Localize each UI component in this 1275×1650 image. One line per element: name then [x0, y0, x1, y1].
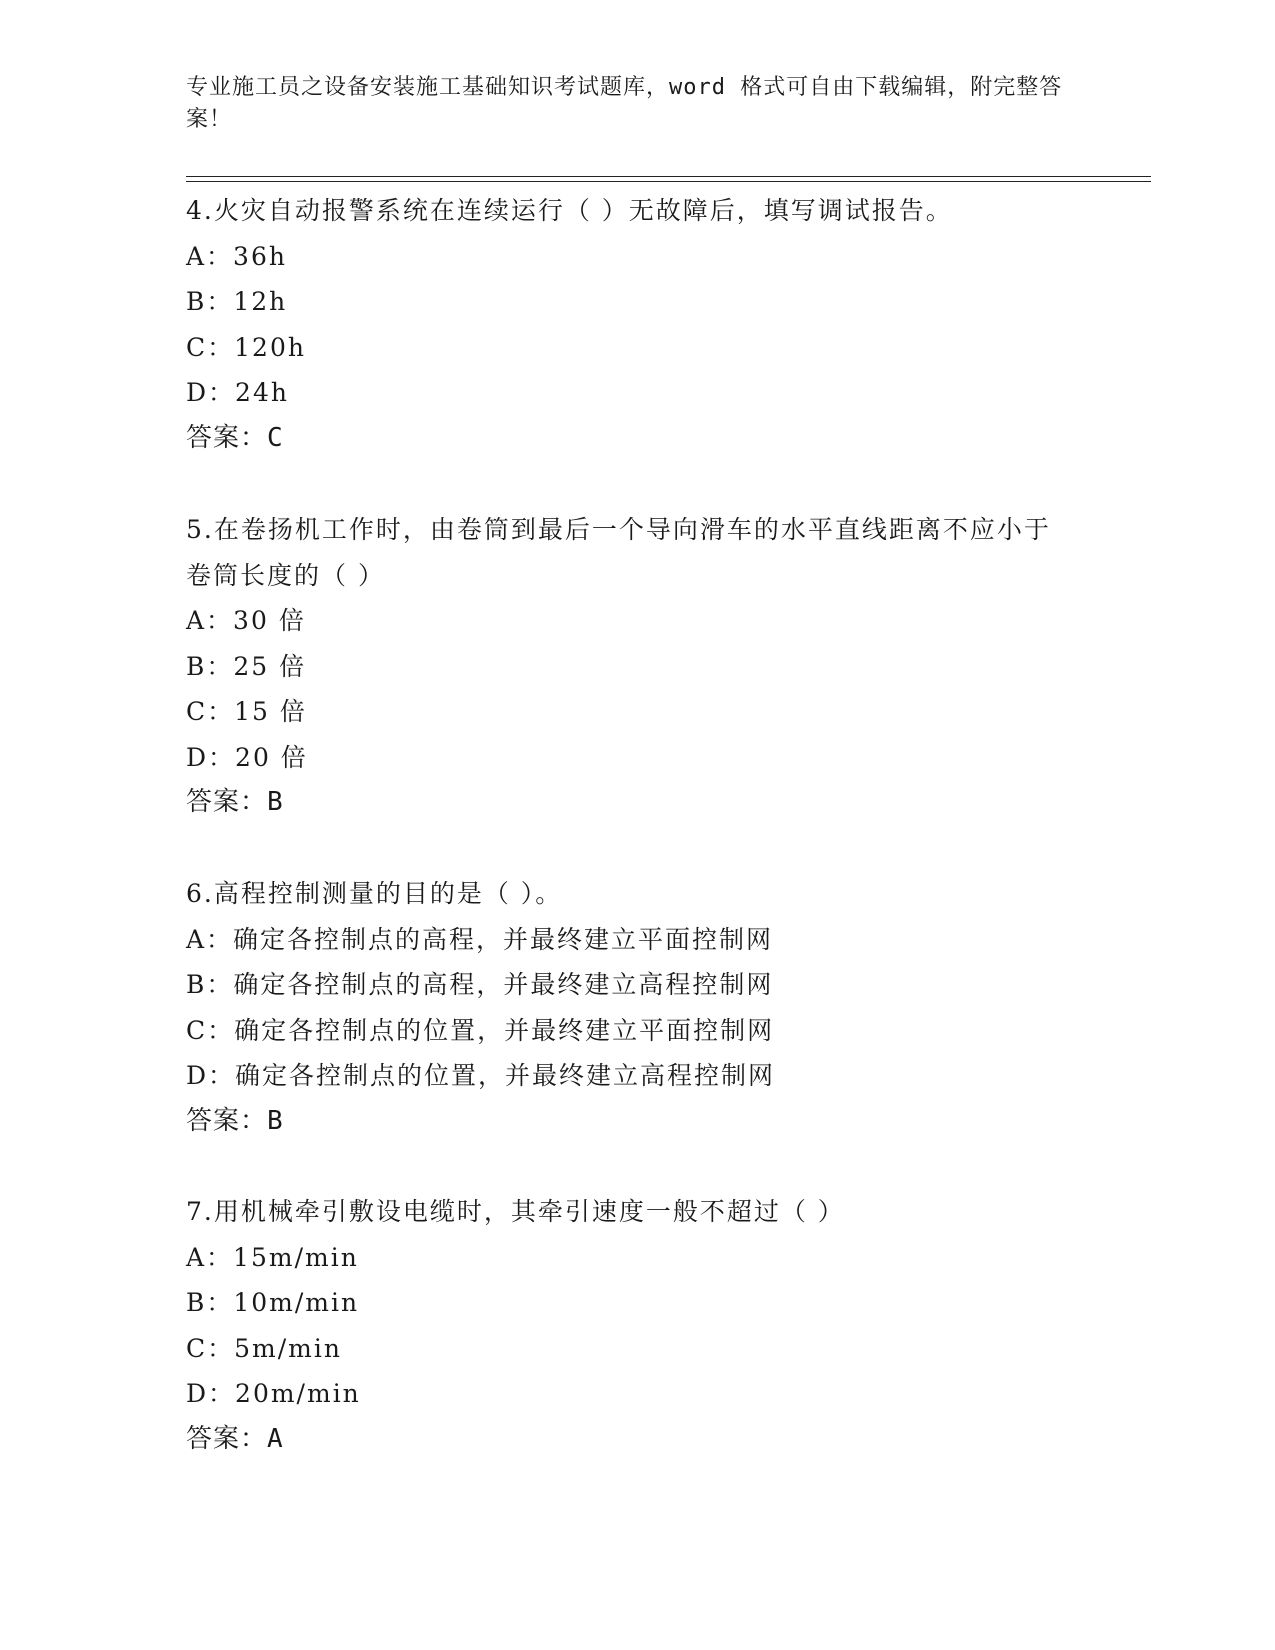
question-4 [186, 188, 1086, 461]
option-c: C：120h [186, 332, 306, 362]
option-c: C：15 倍 [186, 697, 307, 726]
header-divider-top [186, 176, 1151, 177]
option-a: A：确定各控制点的高程，并最终建立平面控制网 [186, 924, 774, 954]
header-divider-bottom [186, 181, 1151, 182]
option-b: B：10m/min [186, 1288, 360, 1317]
option-b: B：25 倍 [186, 651, 307, 681]
option-a: A：15m/min [186, 1242, 359, 1272]
option-b: B：确定各控制点的高程，并最终建立高程控制网 [186, 970, 774, 999]
option-d: D：20m/min [186, 1379, 361, 1408]
option-b: B：12h [186, 287, 288, 316]
option-d: D：确定各控制点的位置，并最终建立高程控制网 [186, 1061, 776, 1090]
option-d: D：24h [186, 378, 289, 407]
option-a: A：36h [186, 241, 287, 271]
option-a: A：30 倍 [186, 606, 306, 635]
option-c: C：5m/min [186, 1333, 342, 1363]
question-stem: 6.高程控制测量的目的是（ ）。 [186, 879, 563, 908]
question-6 [186, 871, 1086, 1144]
question-7 [186, 1189, 1086, 1462]
answer: 答案：B [186, 787, 284, 817]
document-header: 专业施工员之设备安装施工基础知识考试题库，word 格式可自由下载编辑，附完整答案！ [186, 75, 1063, 132]
option-d: D：20 倍 [186, 742, 308, 772]
answer: 答案：A [186, 1423, 284, 1454]
answer: 答案：C [186, 422, 284, 453]
option-c: C：确定各控制点的位置，并最终建立平面控制网 [186, 1015, 775, 1045]
question-5 [186, 507, 1086, 826]
question-stem: 4.火灾自动报警系统在连续运行（ ）无故障后，填写调试报告。 [186, 196, 953, 225]
answer: 答案：B [186, 1105, 284, 1136]
question-stem: 7.用机械牵引敷设电缆时，其牵引速度一般不超过（ ） [186, 1197, 845, 1226]
question-stem: 5.在卷扬机工作时，由卷筒到最后一个导向滑车的水平直线距离不应小于卷筒长度的（ ） [186, 515, 1051, 590]
